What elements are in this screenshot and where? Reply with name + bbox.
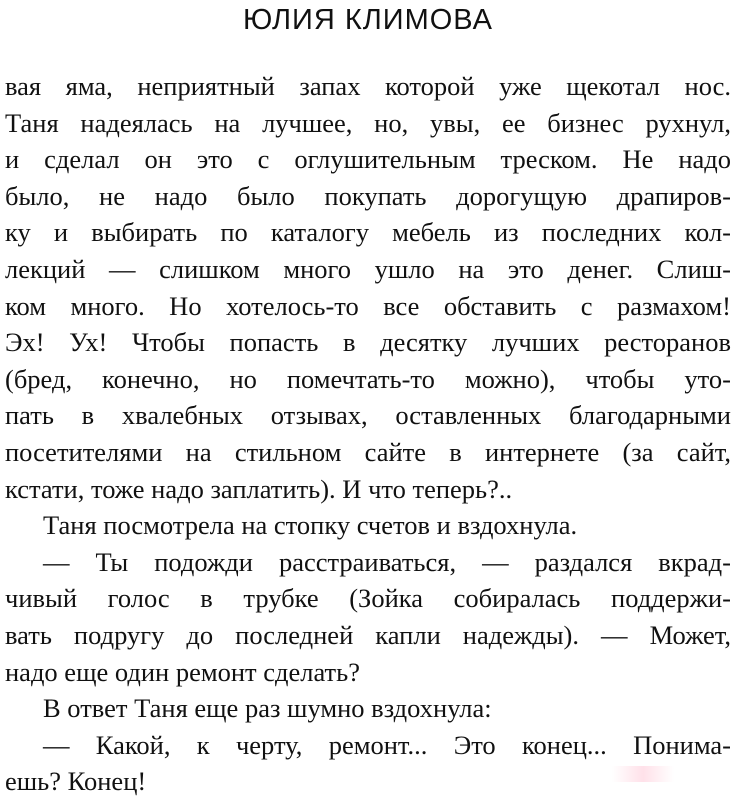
text-line: ешь? Конец!: [5, 766, 147, 797]
text-line: чивый голос в трубке (Зойка собиралась поддержи-: [5, 583, 731, 614]
text-line: пать в хвалебных отзывах, оставленных благодарными: [5, 400, 731, 431]
text-line: кстати, тоже надо заплатить). И что теперь?..: [5, 473, 513, 504]
text-line: было, не надо было покупать дорогущую драпиров-: [5, 180, 731, 211]
text-line: вая яма, неприятный запах которой уже щекотал нос.: [5, 71, 731, 101]
text-line: (бред, конечно, но помечтать-то можно), чтобы уто-: [5, 363, 731, 394]
paragraph-first-line: Таня посмотрела на стопку счетов и вздохнула.: [43, 510, 578, 541]
text-line: вать подругу до последней капли надежды). — Может,: [5, 619, 731, 650]
text-line: ку и выбирать по каталогу мебель из последних кол-: [5, 217, 731, 248]
text-line: и сделал он это с оглушительным треском. Не надо: [5, 144, 731, 175]
body-text: [5, 68, 731, 800]
paragraph-first-line: — Какой, к черту, ремонт... Это конец... Понима-: [43, 729, 731, 760]
text-line: ком много. Но хотелось-то все обставить с размахом!: [5, 290, 731, 321]
running-header-author: ЮЛИЯ КЛИМОВА: [242, 4, 494, 36]
scan-mark: [612, 766, 674, 782]
text-line: Таня надеялась на лучшее, но, увы, ее бизнес рухнул,: [5, 107, 731, 138]
text-line: Эх! Ух! Чтобы попасть в десятку лучших ресторанов: [5, 327, 731, 358]
text-line: лекций — слишком много ушло на это денег. Слиш-: [5, 253, 731, 284]
paragraph-first-line: В ответ Таня еще раз шумно вздохнула:: [43, 693, 492, 724]
paragraph-first-line: — Ты подожди расстраиваться, — раздался вкрад-: [43, 546, 731, 577]
text-line: посетителями на стильном сайте в интернете (за сайт,: [5, 436, 731, 467]
text-line: надо еще один ремонт сделать?: [5, 656, 360, 687]
